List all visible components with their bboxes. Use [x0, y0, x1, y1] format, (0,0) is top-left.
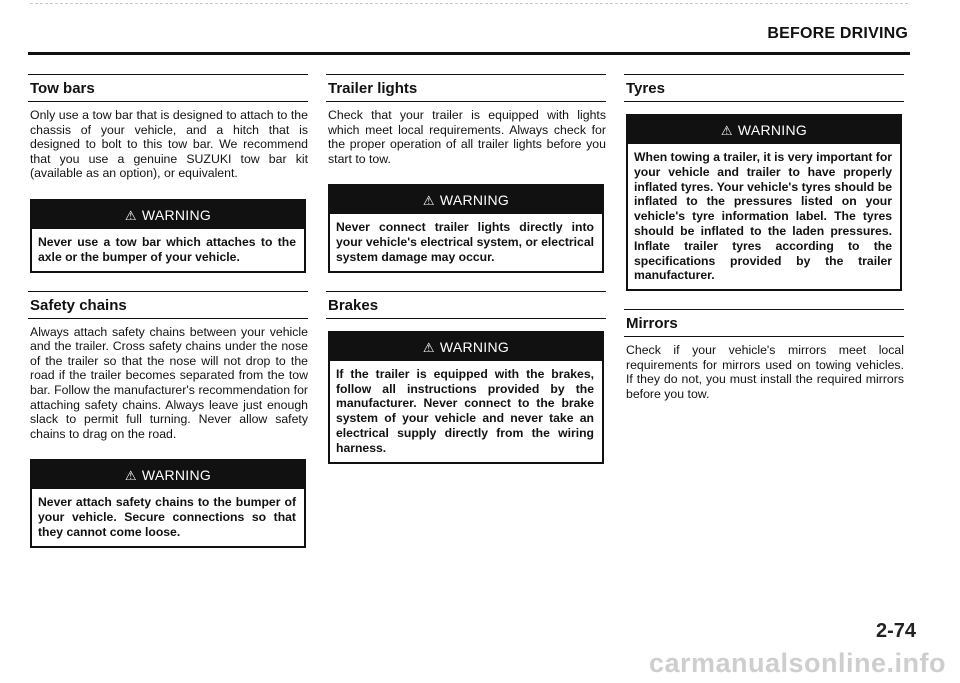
warning-label: WARNING: [141, 206, 212, 223]
column-1: [28, 74, 308, 566]
warning-header: [628, 116, 900, 144]
warning-label: WARNING: [141, 467, 212, 484]
section-title-brakes: Brakes: [326, 291, 606, 319]
warning-box-brakes: [328, 331, 604, 464]
warning-header: [330, 186, 602, 214]
warning-box-trailer-lights: [328, 184, 604, 272]
warning-triangle-icon: ⚠: [124, 207, 137, 223]
section-title-tyres: Tyres: [624, 74, 904, 102]
warning-triangle-icon: ⚠: [720, 123, 733, 138]
section-title-tow-bars: Tow bars: [28, 74, 308, 102]
warning-header: [330, 333, 602, 361]
safety-chains-body: Always attach safety chains between your vehicle and the trailer. Cross safety chains under the nose of the trailer so that the nose will not drop to the road if the trailer becomes separated from the tow bar. Follow the manufacturer's recommendation for attaching safety chains. Always leave just enough slack to permit full turning. Never allow safety chains to drag on the road.: [30, 324, 308, 441]
warning-text: If the trailer is equipped with the brakes, follow all instructions provided by the manufacturer. Never connect to the brake system of your vehicle and never take an electrical supply directly from the wiring harness.: [336, 366, 594, 455]
warning-label: WARNING: [439, 192, 510, 209]
warning-triangle-icon: ⚠: [422, 339, 435, 355]
column-3: [624, 74, 904, 420]
top-edge-line: [30, 3, 908, 4]
column-2: [326, 74, 606, 482]
warning-box-safety-chains: [30, 459, 306, 547]
warning-text: Never attach safety chains to the bumper of your vehicle. Secure connections so that they cannot come loose.: [38, 495, 296, 539]
warning-label: WARNING: [439, 338, 510, 355]
trailer-lights-body: Check that your trailer is equipped with lights which meet local requirements. Always check for the proper operation of all trailer lights before you start to tow.: [328, 108, 606, 166]
section-title-trailer-lights: Trailer lights: [326, 74, 606, 102]
section-title-mirrors: Mirrors: [624, 309, 904, 337]
warning-header: [32, 461, 304, 489]
mirrors-body: Check if your vehicle's mirrors meet local requirements for mirrors used on towing vehicles. If they do not, you must install the required mirrors before you tow.: [626, 343, 904, 401]
section-title-safety-chains: Safety chains: [28, 291, 308, 319]
page-number: 2-74: [875, 620, 916, 642]
header-rule: [28, 52, 910, 55]
warning-box-tow-bars: [30, 199, 306, 273]
warning-text: Never use a tow bar which attaches to the axle or the bumper of your vehicle.: [38, 234, 296, 264]
watermark: carmanualsonline.info: [648, 648, 946, 678]
warning-label: WARNING: [737, 122, 808, 138]
warning-text: When towing a trailer, it is very important for your vehicle and trailer to have properly inflated tyres. Your vehicle's tyres should be inflated to the pressures listed on your vehicle's tyre information label. The tyres should be inflated to the laden pressures. Inflate trailer tyres according to the specifications provided by the trailer manufacturer.: [634, 150, 893, 283]
warning-triangle-icon: ⚠: [422, 193, 435, 209]
tow-bars-body: Only use a tow bar that is designed to attach to the chassis of your vehicle, and a hitch that is designed to bolt to this tow bar. We recommend that you use a genuine SUZUKI tow bar kit (available as an option), or equivalent.: [30, 108, 308, 181]
warning-text: Never connect trailer lights directly into your vehicle's electrical system, or electrical system damage may occur.: [336, 220, 594, 264]
warning-triangle-icon: ⚠: [124, 468, 137, 484]
warning-header: [32, 201, 304, 229]
chapter-title: BEFORE DRIVING: [767, 25, 908, 42]
warning-box-tyres: [626, 114, 902, 291]
